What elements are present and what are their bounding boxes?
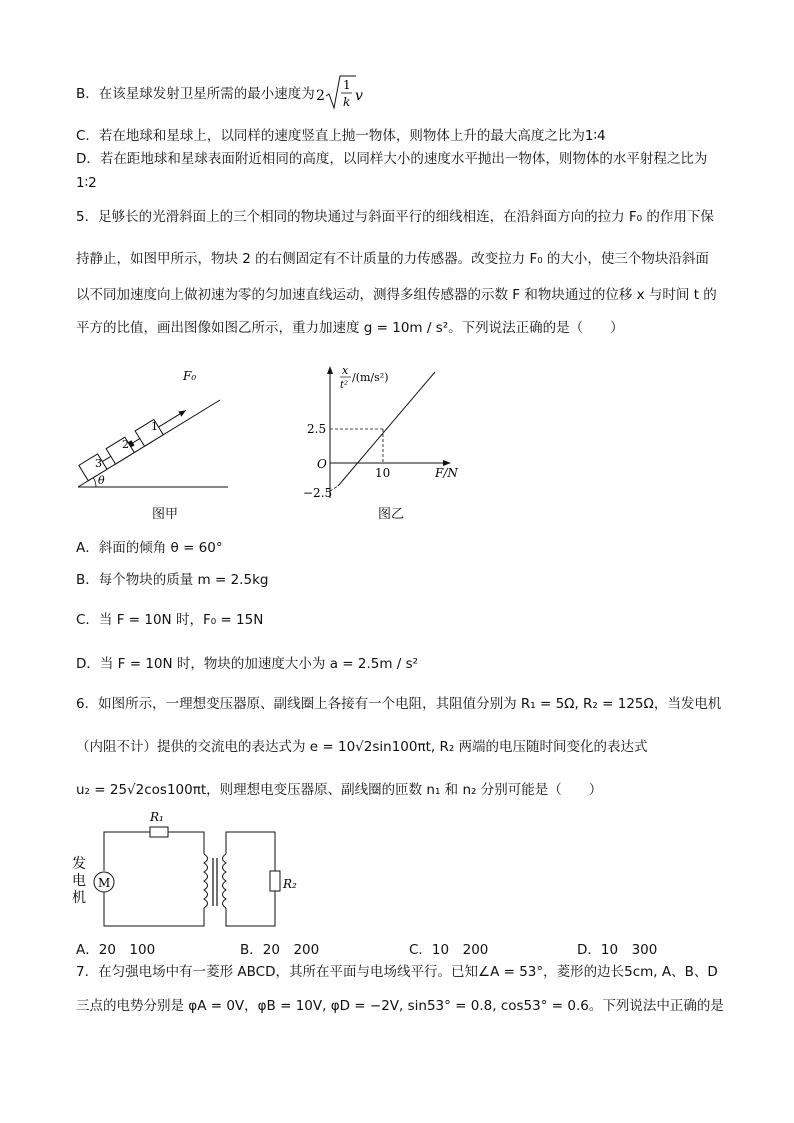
sqrt-frac-den: k	[343, 95, 351, 109]
x-label: F/N	[435, 466, 458, 480]
figure-graph	[295, 362, 475, 502]
q4-option-b-text: B．在该星球发射卫星所需的最小速度为	[76, 86, 315, 102]
y-tick-positive: 2.5	[307, 422, 327, 436]
figure-circuit	[70, 808, 310, 933]
sqrt-var: v	[355, 88, 363, 104]
sqrt-expression	[314, 72, 364, 116]
y-label-num: x	[342, 364, 349, 377]
q6-stem-line1: 6．如图所示，一理想变压器原、副线圈上各接有一个电阻，其阻值分别为 R₁ = 5Ω, R₂ = 125Ω，当发电机	[76, 696, 722, 712]
sqrt-frac-num: 1	[343, 78, 351, 92]
caption-fig-a: 图甲	[152, 507, 179, 522]
q5-option-c: C．当 F = 10N 时，F₀ = 15N	[76, 612, 264, 628]
origin-label: O	[317, 457, 327, 471]
r2-label: R₂	[283, 877, 297, 891]
force-label: F₀	[183, 369, 197, 383]
gen-label-2: 电	[72, 873, 86, 889]
r1-label: R₁	[150, 810, 164, 824]
q7-stem-line1: 7．在匀强电场中有一菱形 ABCD，其所在平面与电场线平行。已知∠A = 53°，菱形的边长5cm, A、B、D	[76, 964, 718, 980]
gen-label-1: 发	[72, 856, 86, 872]
generator-m: M	[98, 876, 111, 890]
q5-stem-line4: 平方的比值，画出图像如图乙所示，重力加速度 g = 10m / s²。下列说法正确的是（ ）	[76, 320, 624, 336]
q5-option-a: A．斜面的倾角 θ = 60°	[76, 540, 223, 556]
q4-option-c: C．若在地球和星球上，以同样的速度竖直上抛一物体，则物体上升的最大高度之比为1∶4	[76, 128, 606, 144]
q6-choice-a: A．20 100	[76, 942, 156, 958]
caption-fig-b: 图乙	[378, 507, 405, 522]
q4-option-b	[76, 84, 315, 104]
figure-incline	[70, 365, 240, 495]
sqrt-coef: 2	[316, 88, 325, 104]
q5-stem-line2: 持静止，如图甲所示，物块 2 的右侧固定有不计质量的力传感器。改变拉力 F₀ 的大小，使三个物块沿斜面	[76, 251, 709, 267]
x-tick-label: 10	[375, 466, 391, 480]
q5-option-d: D．当 F = 10N 时，物块的加速度大小为 a = 2.5m / s²	[76, 656, 419, 672]
q6-stem-line2: （内阻不计）提供的交流电的表达式为 e = 10√2sin100πt, R₂ 两端的电压随时间变化的表达式	[76, 739, 648, 755]
block-1	[135, 419, 163, 446]
block-1-label: 1	[151, 420, 158, 433]
gen-label-3: 机	[72, 890, 86, 906]
y-label-den: t²	[340, 380, 349, 391]
y-label-unit: /(m/s²)	[352, 371, 389, 384]
q4-option-d-line2: 1∶2	[76, 175, 97, 191]
q5-stem-line3: 以不同加速度向上做初速为零的匀加速直线运动，测得多组传感器的示数 F 和物块通过的位移 x 与时间 t 的	[76, 287, 717, 303]
q6-choice-c: C．10 200	[409, 942, 489, 958]
block-3-label: 3	[95, 457, 102, 470]
q5-option-b: B．每个物块的质量 m = 2.5kg	[76, 572, 269, 588]
q6-choice-d: D．10 300	[577, 942, 658, 958]
q4-option-d-line1: D．若在距地球和星球表面附近相同的高度，以同样大小的速度水平抛出一物体，则物体的水平射程之比为	[76, 151, 708, 167]
secondary-coil	[223, 854, 227, 908]
primary-coil	[204, 854, 208, 908]
q6-choice-b: B．20 200	[240, 942, 320, 958]
block-2-label: 2	[122, 438, 129, 451]
angle-label: θ	[98, 474, 105, 487]
resistor-r2	[270, 871, 280, 891]
resistor-r1	[150, 827, 168, 837]
y-tick-negative: −2.5	[303, 486, 333, 500]
q6-stem-line3: u₂ = 25√2cos100πt，则理想电变压器原、副线圈的匝数 n₁ 和 n₂ 分别可能是（ ）	[76, 782, 603, 798]
q5-stem-line1: 5．足够长的光滑斜面上的三个相同的物块通过与斜面平行的细线相连，在沿斜面方向的拉力 F₀ 的作用下保	[76, 209, 714, 225]
q7-stem-line2: 三点的电势分别是 φA = 0V，φB = 10V, φD = −2V, sin53° = 0.8, cos53° = 0.6。下列说法中正确的是	[76, 998, 724, 1014]
